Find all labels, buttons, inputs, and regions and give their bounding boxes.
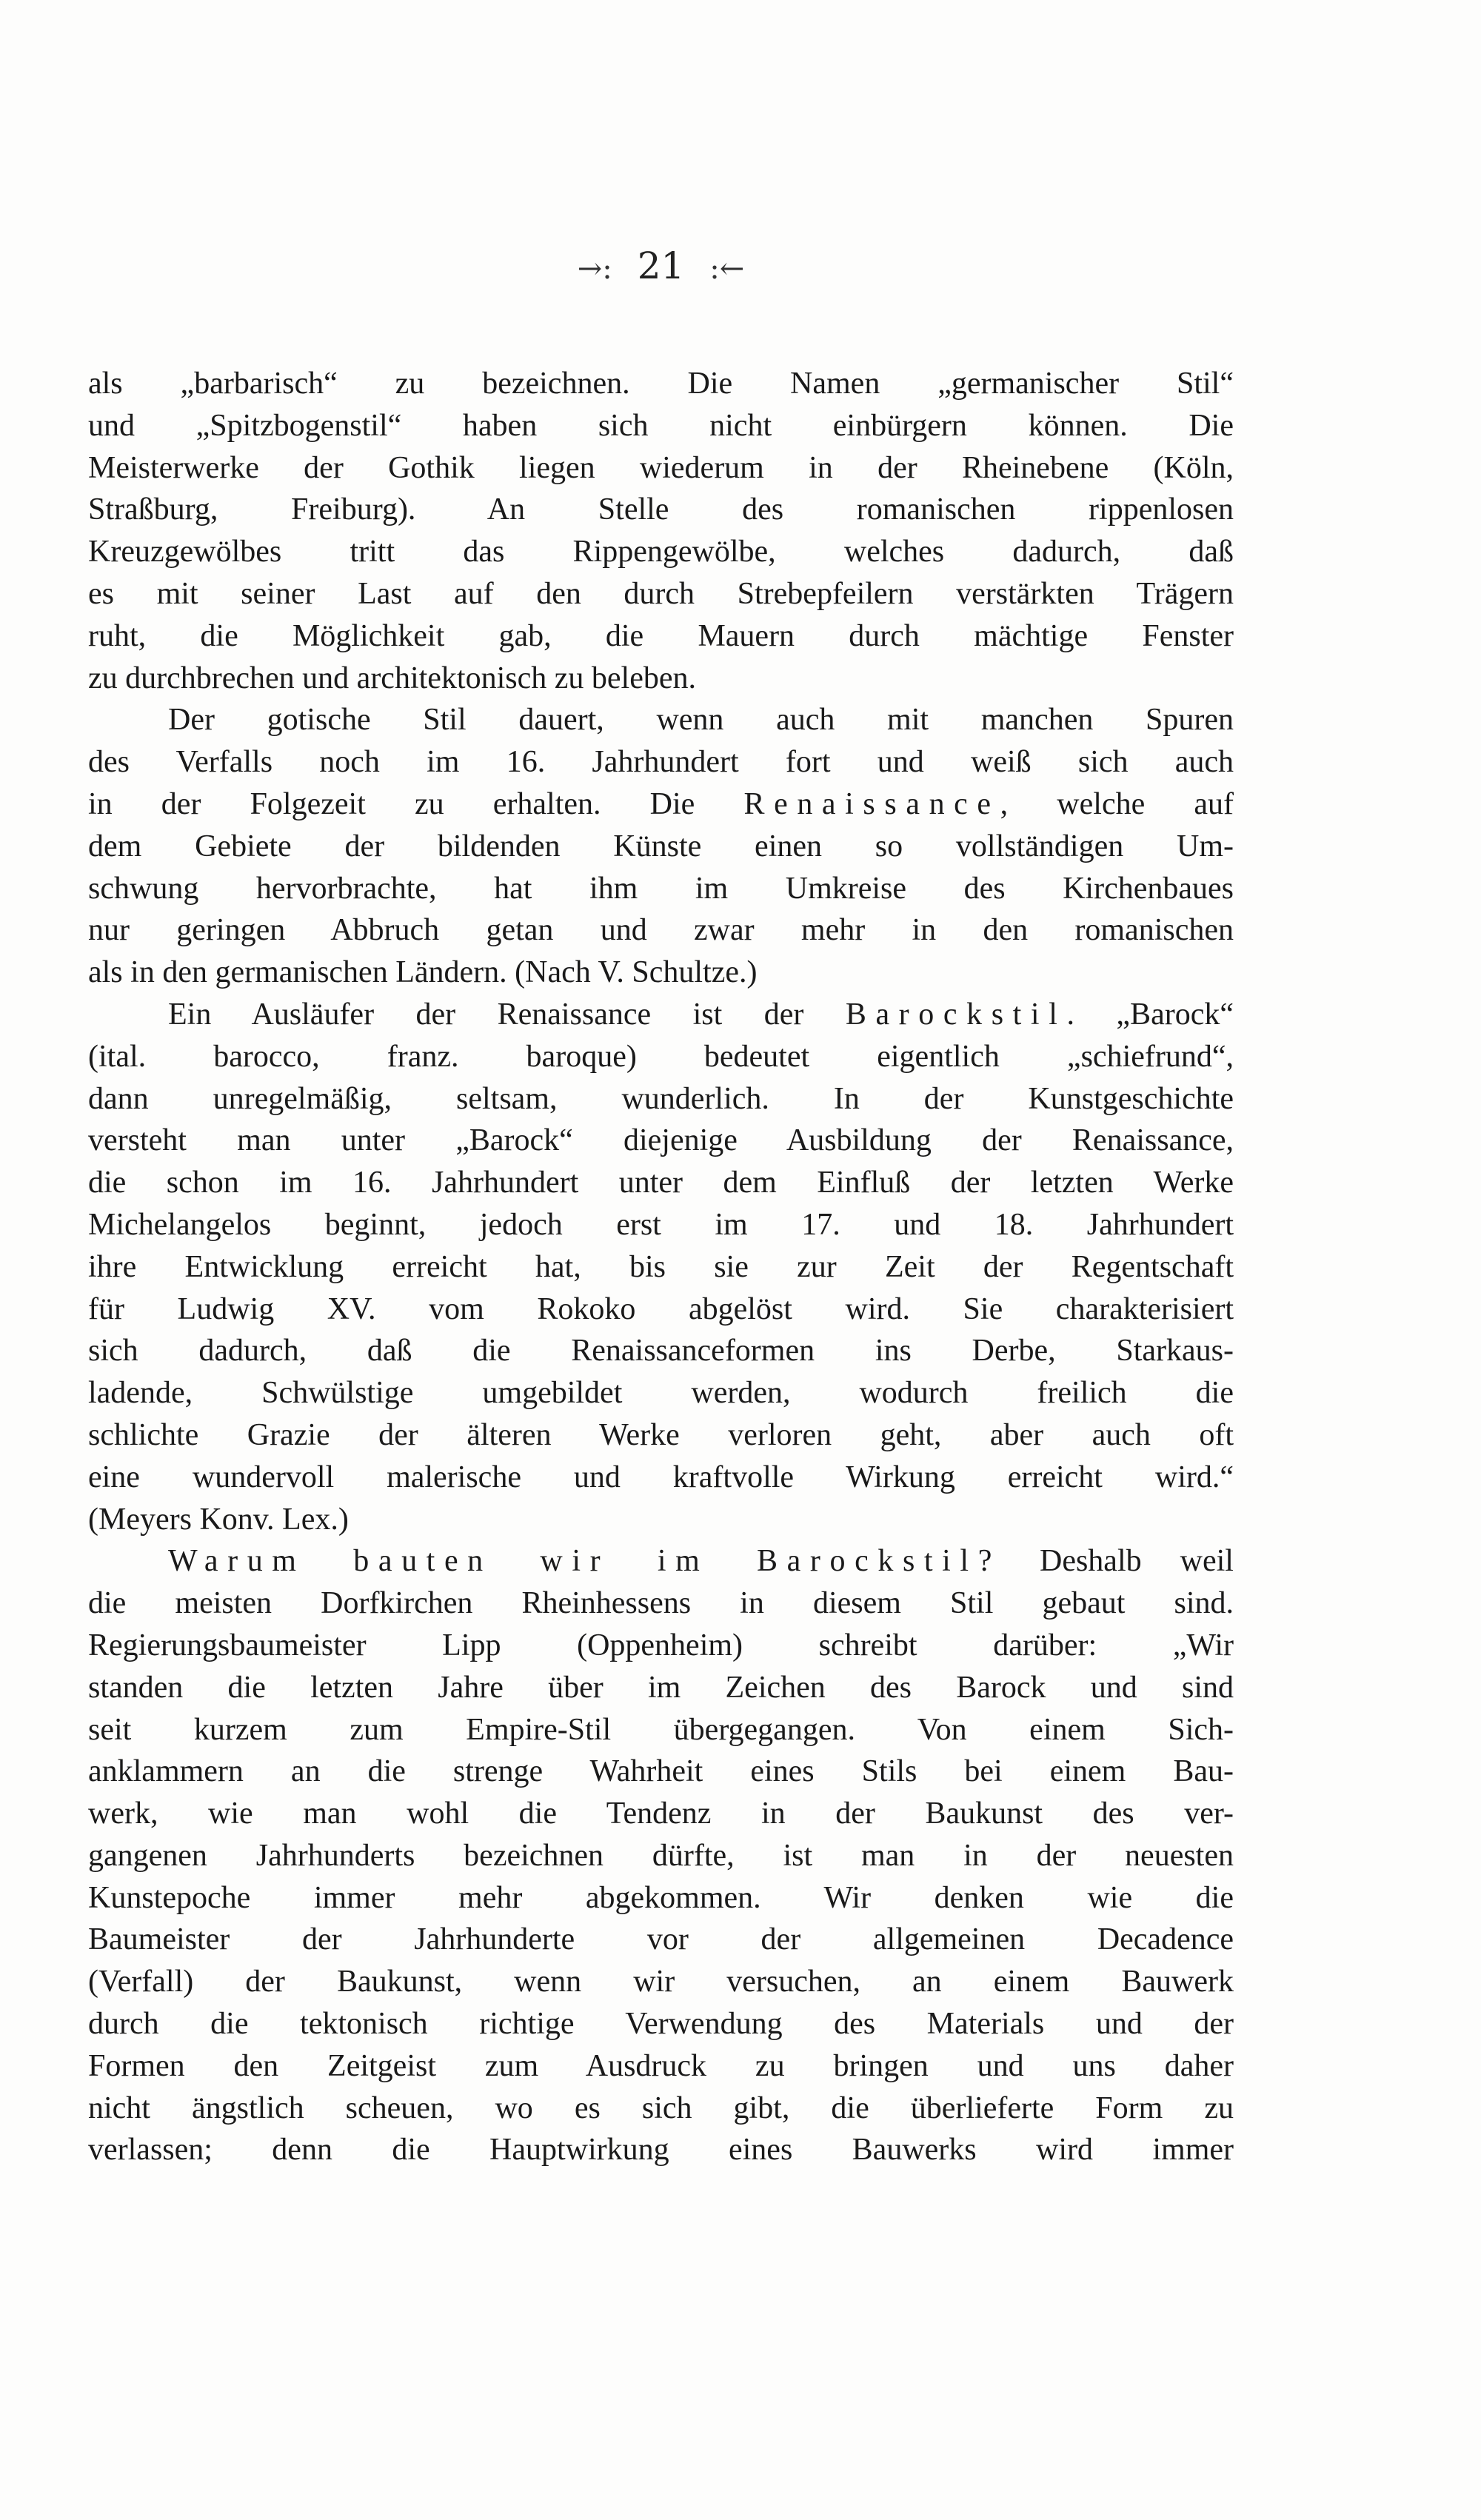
text-segment: als in den germanischen Ländern. (Nach V. Schultze.)	[88, 955, 758, 990]
text-segment: standen die letzten Jahre über im Zeichen des Barock und sind	[88, 1670, 1234, 1705]
text-segment: ihre Entwicklung erreicht hat, bis sie zur Zeit der Regentschaft	[88, 1249, 1234, 1284]
text-line	[88, 994, 1234, 1036]
text-line	[88, 1372, 1234, 1414]
text-line	[88, 1582, 1234, 1625]
text-segment: . „Barock“	[1066, 997, 1234, 1032]
text-line	[88, 1961, 1234, 2003]
text-line	[88, 1120, 1234, 1162]
text-segment: Straßburg, Freiburg). An Stelle des romanischen rippenlosen	[88, 492, 1234, 527]
text-segment: (Verfall) der Baukunst, wenn wir versuchen, an einem Bauwerk	[88, 1965, 1234, 1999]
page-number: 21	[637, 244, 685, 287]
text-segment: Baumeister der Jahrhunderte vor der allgemeinen Decadence	[88, 1922, 1234, 1957]
text-line	[88, 489, 1234, 531]
text-segment: Ein Ausläufer der Renaissance ist der	[168, 997, 846, 1032]
emphasized-text: Barockstil	[845, 997, 1067, 1032]
text-line	[88, 615, 1234, 658]
text-segment: (Meyers Konv. Lex.)	[88, 1502, 349, 1537]
text-line	[88, 741, 1234, 783]
text-line	[88, 1835, 1234, 1877]
text-segment: eine wundervoll malerische und kraftvolle Wirkung erreicht wird.“	[88, 1460, 1234, 1494]
text-line	[88, 1751, 1234, 1793]
text-line	[88, 826, 1234, 868]
text-segment: für Ludwig XV. vom Rokoko abgelöst wird. Sie charakterisiert	[88, 1291, 1234, 1326]
text-line	[88, 1709, 1234, 1751]
text-segment: werk, wie man wohl die Tendenz in der Baukunst des ver-	[88, 1797, 1234, 1831]
text-line	[88, 2129, 1234, 2171]
text-segment: schlichte Grazie der älteren Werke verloren geht, aber auch oft	[88, 1417, 1234, 1452]
text-segment: sich dadurch, daß die Renaissanceformen ins Derbe, Starkaus-	[88, 1334, 1234, 1368]
text-segment: Kreuzgewölbes tritt das Rippengewölbe, welches dadurch, daß	[88, 535, 1234, 569]
text-segment: die schon im 16. Jahrhundert unter dem Einfluß der letzten Werke	[88, 1166, 1234, 1200]
text-line	[88, 1499, 1234, 1541]
text-segment: gangenen Jahrhunderts bezeichnen dürfte, ist man in der neuesten	[88, 1838, 1234, 1873]
text-line	[88, 1330, 1234, 1372]
text-segment: und „Spitzbogenstil“ haben sich nicht einbürgern können. Die	[88, 408, 1234, 443]
text-line	[88, 1540, 1234, 1582]
text-segment: dann unregelmäßig, seltsam, wunderlich. In der Kunstgeschichte	[88, 1081, 1234, 1116]
text-segment: in der Folgezeit zu erhalten. Die	[88, 786, 744, 821]
text-line	[88, 363, 1234, 405]
text-segment: dem Gebiete der bildenden Künste einen so vollständigen Um-	[88, 829, 1234, 863]
body-text	[88, 363, 1234, 2171]
text-segment: nur geringen Abbruch getan und zwar mehr in den romanischen	[88, 913, 1234, 948]
text-line	[88, 699, 1234, 741]
text-line	[88, 1919, 1234, 1961]
text-line	[88, 1625, 1234, 1667]
text-line	[88, 1793, 1234, 1835]
text-line	[88, 531, 1234, 573]
text-segment: Der gotische Stil dauert, wenn auch mit manchen Spuren	[168, 703, 1234, 738]
text-line	[88, 868, 1234, 910]
text-segment: verlassen; denn die Hauptwirkung eines Bauwerks wird immer	[88, 2133, 1234, 2168]
text-line	[88, 573, 1234, 615]
emphasized-text: Renaissance	[743, 786, 1000, 821]
text-line	[88, 1457, 1234, 1499]
text-segment: des Verfalls noch im 16. Jahrhundert fort und weiß sich auch	[88, 745, 1234, 780]
text-line	[88, 909, 1234, 952]
text-segment: anklammern an die strenge Wahrheit eines Stils bei einem Bau-	[88, 1754, 1234, 1789]
text-line	[88, 1036, 1234, 1078]
text-segment: versteht man unter „Barock“ diejenige Ausbildung der Renaissance,	[88, 1123, 1234, 1158]
text-segment: durch die tektonisch richtige Verwendung des Materials und der	[88, 2007, 1234, 2042]
text-line	[88, 1078, 1234, 1120]
text-line	[88, 783, 1234, 826]
text-segment: Deshalb weil	[1000, 1544, 1234, 1579]
emphasized-text: Warum bauten wir im Barockstil?	[168, 1544, 1001, 1579]
text-segment: Regierungsbaumeister Lipp (Oppenheim) schreibt darüber: „Wir	[88, 1628, 1234, 1662]
text-segment: Kunstepoche immer mehr abgekommen. Wir denken wie die	[88, 1880, 1234, 1915]
text-line	[88, 1877, 1234, 1919]
text-line	[88, 2003, 1234, 2045]
text-line	[88, 658, 1234, 700]
text-line	[88, 447, 1234, 489]
text-segment: , welche auf	[1000, 786, 1234, 821]
text-segment: ladende, Schwülstige umgebildet werden, wodurch freilich die	[88, 1376, 1234, 1411]
text-line	[88, 1414, 1234, 1457]
ornament-right-icon: :←	[709, 252, 745, 286]
text-line	[88, 2045, 1234, 2088]
text-line	[88, 1667, 1234, 1709]
text-segment: als „barbarisch“ zu bezeichnen. Die Namen „germanischer Stil“	[88, 367, 1234, 401]
text-line	[88, 1162, 1234, 1204]
text-segment: Michelangelos beginnt, jedoch erst im 17. und 18. Jahrhundert	[88, 1207, 1234, 1242]
text-line	[88, 1246, 1234, 1289]
text-line	[88, 952, 1234, 994]
page-header	[0, 244, 1322, 287]
text-line	[88, 1204, 1234, 1246]
text-line	[88, 2088, 1234, 2130]
text-line	[88, 405, 1234, 447]
text-segment: die meisten Dorfkirchen Rheinhessens in diesem Stil gebaut sind.	[88, 1586, 1234, 1621]
text-segment: nicht ängstlich scheuen, wo es sich gibt, die überlieferte Form zu	[88, 2090, 1234, 2125]
text-segment: seit kurzem zum Empire-Stil übergegangen. Von einem Sich-	[88, 1712, 1234, 1747]
text-segment: ruht, die Möglichkeit gab, die Mauern durch mächtige Fenster	[88, 618, 1234, 653]
text-segment: zu durchbrechen und architektonisch zu beleben.	[88, 661, 696, 695]
text-segment: Meisterwerke der Gothik liegen wiederum in der Rheinebene (Köln,	[88, 450, 1234, 485]
text-segment: Formen den Zeitgeist zum Ausdruck zu bringen und uns daher	[88, 2048, 1234, 2083]
text-line	[88, 1289, 1234, 1331]
text-segment: (ital. barocco, franz. baroque) bedeutet eigentlich „schiefrund“,	[88, 1039, 1234, 1074]
text-segment: schwung hervorbrachte, hat ihm im Umkreise des Kirchenbaues	[88, 871, 1234, 906]
ornament-left-icon: →:	[577, 252, 612, 286]
text-segment: es mit seiner Last auf den durch Strebepfeilern verstärkten Trägern	[88, 576, 1234, 611]
